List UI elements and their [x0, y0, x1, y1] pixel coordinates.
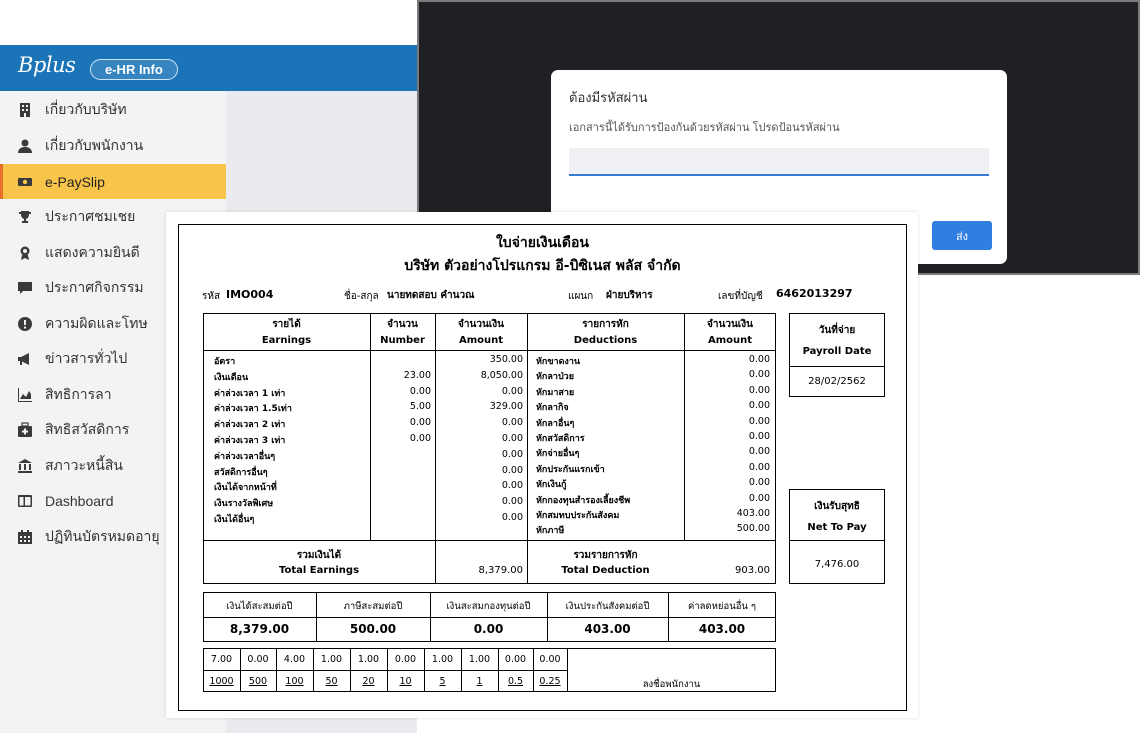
- ytd-label: ภาษีสะสมต่อปี: [343, 601, 403, 612]
- password-input[interactable]: [569, 148, 989, 176]
- deduction-label: หักจ่ายอื่นๆ: [536, 449, 580, 460]
- earning-label: ค่าล่วงเวลา 2 เท่า: [214, 420, 286, 431]
- deduction-label: หักลาป่วย: [536, 372, 574, 383]
- ytd-label: เงินประกันสังคมต่อปี: [565, 601, 650, 612]
- medkit-icon: [16, 421, 34, 439]
- exclamation-icon: [16, 315, 34, 333]
- earning-amount: 0.00: [501, 417, 523, 429]
- comment-icon: [16, 279, 34, 297]
- deduction-label: หักกองทุนสำรองเลี้ยงชีพ: [536, 495, 631, 506]
- sidebar-item-label: ประกาศชมเชย: [45, 207, 136, 224]
- user-icon: [16, 137, 34, 155]
- deduction-amount: 0.00: [748, 354, 770, 365]
- deduction-amount: 0.00: [748, 431, 770, 442]
- sidebar-item-label: ประกาศกิจกรรม: [45, 278, 144, 295]
- denomination-count: 1.00: [320, 654, 343, 665]
- earning-label: ค่าล่วงเวลาอื่นๆ: [214, 451, 276, 462]
- ytd-value: 0.00: [473, 622, 504, 636]
- denomination-count: 0.00: [539, 654, 561, 665]
- ytd-label: ค่าลดหย่อนอื่น ๆ: [687, 601, 757, 612]
- denomination-count: 1.00: [468, 654, 491, 665]
- deduction-amount: 0.00: [748, 461, 770, 473]
- deduction-amount: 0.00: [748, 369, 770, 381]
- sidebar-item-label: แสดงความยินดี: [45, 243, 140, 260]
- total-deduction-th: รวมรายการหัก: [573, 550, 638, 561]
- earning-number: 23.00: [403, 369, 431, 381]
- employee-signature-label: ลงชื่อพนักงาน: [642, 679, 701, 690]
- net-pay-label: [789, 496, 885, 538]
- sidebar-item-label: ปฏิทินบัตรหมดอายุ: [45, 527, 160, 544]
- denomination-note: 50: [325, 676, 338, 687]
- divider: [203, 670, 567, 671]
- col-deduction-amount-th: จำนวนเงิน: [707, 319, 753, 330]
- deduction-amount: 0.00: [748, 400, 770, 412]
- sidebar-item-label: สภาวะหนี้สิน: [45, 456, 123, 473]
- deduction-label: หักลากิจ: [536, 403, 569, 414]
- deduction-label: หักมาสาย: [536, 387, 575, 398]
- payroll-date-en: Payroll Date: [802, 346, 872, 357]
- denomination-note: 10: [399, 676, 412, 687]
- denomination-note: 0.25: [539, 676, 561, 687]
- ytd-value: 403.00: [584, 622, 631, 636]
- col-deductions-header: [527, 317, 684, 349]
- col-deduction-amount-en: Amount: [707, 335, 753, 346]
- earning-label: เงินเดือน: [214, 372, 249, 383]
- code-label: รหัส: [202, 291, 221, 302]
- divider: [527, 313, 528, 584]
- deduction-label: หักขาดงาน: [536, 357, 581, 367]
- divider: [203, 617, 776, 618]
- total-earnings-value: 8,379.00: [478, 565, 523, 576]
- col-number-header: [370, 317, 435, 349]
- company-name: บริษัท ตัวอย่างโปรแกรม อี-บิซิเนส พลัส จำกัด: [404, 258, 681, 274]
- ytd-label: เงินสะสมกองทุนต่อปี: [446, 601, 531, 612]
- sidebar-item-label: e-PaySlip: [45, 173, 105, 190]
- ytd-value: 403.00: [698, 622, 746, 636]
- earning-label: ค่าล่วงเวลา 3 เท่า: [214, 436, 286, 446]
- app-badge: e-HR Info: [90, 59, 178, 80]
- bplus-logo: Bplus: [18, 53, 76, 77]
- denomination-count: 0.00: [504, 654, 527, 665]
- employee-name: นายทดสอบ คำนวณ: [387, 290, 475, 301]
- award-icon: [16, 244, 34, 262]
- col-deductions-en: Deductions: [573, 335, 638, 346]
- divider: [789, 540, 885, 541]
- dialog-title: ต้องมีรหัสผ่าน: [569, 90, 648, 105]
- payroll-date-th: วันที่จ่าย: [818, 325, 856, 336]
- sidebar-item-label: Dashboard: [45, 492, 114, 509]
- employee-code: IMO004: [226, 288, 274, 301]
- denomination-note: 100: [285, 676, 304, 687]
- calendar-icon: [16, 528, 34, 546]
- payroll-date-value: 28/02/2562: [808, 376, 866, 387]
- sidebar-item-label: เกี่ยวกับพนักงาน: [45, 136, 144, 153]
- earning-amount: 350.00: [489, 354, 523, 365]
- sidebar-item-label: สิทธิการลา: [45, 385, 112, 402]
- net-pay-value: 7,476.00: [814, 559, 860, 570]
- submit-button[interactable]: ส่ง: [932, 221, 992, 250]
- denomination-count: 4.00: [283, 654, 306, 665]
- earning-number: 5.00: [409, 401, 431, 413]
- payroll-date-label: [789, 320, 885, 362]
- deduction-amount: 0.00: [748, 492, 770, 504]
- name-label: ชื่อ-สกุล: [344, 291, 379, 302]
- denomination-note: 500: [248, 676, 268, 687]
- earning-label: ค่าล่วงเวลา 1.5เท่า: [214, 404, 292, 415]
- earning-number: 0.00: [409, 417, 431, 429]
- divider: [789, 366, 885, 367]
- ytd-label: เงินได้สะสมต่อปี: [226, 601, 293, 612]
- total-deduction-en: Total Deduction: [561, 565, 650, 576]
- col-earnings-en: Earnings: [261, 335, 312, 346]
- sidebar-item-label: สิทธิสวัสดิการ: [45, 420, 130, 437]
- earning-amount: 8,050.00: [480, 369, 523, 381]
- total-earnings-label: [203, 548, 435, 578]
- sidebar-item[interactable]: [0, 128, 226, 163]
- denomination-count: 1.00: [357, 654, 380, 665]
- total-deduction-value: 903.00: [735, 565, 770, 576]
- deduction-amount: 403.00: [736, 508, 770, 519]
- ytd-value: 8,379.00: [229, 622, 290, 636]
- dashboard-icon: [16, 492, 34, 510]
- building-icon: [16, 101, 34, 119]
- sidebar-item-label: เกี่ยวกับบริษัท: [45, 100, 127, 117]
- denomination-count: 0.00: [394, 654, 417, 665]
- col-amount-th: จำนวนเงิน: [458, 319, 504, 330]
- earning-label: เงินได้อื่นๆ: [214, 515, 255, 525]
- earning-amount: 0.00: [501, 496, 523, 508]
- net-pay-en: Net To Pay: [807, 522, 867, 533]
- denomination-note: 1000: [209, 676, 234, 687]
- chart-icon: [16, 386, 34, 404]
- sidebar-item-label: ความผิดและโทษ: [45, 314, 148, 331]
- col-number-th: จำนวน: [387, 319, 418, 330]
- denomination-count: 7.00: [210, 654, 233, 665]
- earning-amount: 0.00: [501, 433, 523, 444]
- earning-amount: 0.00: [501, 385, 523, 397]
- sidebar-item[interactable]: [0, 92, 226, 127]
- earning-label: สวัสดิการอื่นๆ: [214, 467, 268, 478]
- deduction-amount: 0.00: [748, 384, 770, 396]
- earning-label: อัตรา: [214, 357, 236, 367]
- earning-amount: 0.00: [501, 448, 523, 460]
- deduction-label: หักสวัสดิการ: [536, 434, 585, 444]
- net-pay-th: เงินรับสุทธิ: [814, 501, 860, 512]
- deduction-label: หักลาอื่นๆ: [536, 418, 575, 429]
- department: ฝ่ายบริหาร: [606, 290, 653, 301]
- total-earnings-th: รวมเงินได้: [296, 550, 342, 561]
- divider: [203, 350, 776, 351]
- payslip-title: ใบจ่ายเงินเดือน: [495, 235, 590, 251]
- trophy-icon: [16, 208, 34, 226]
- dialog-message: เอกสารนี้ได้รับการป้องกันด้วยรหัสผ่าน โปรดป้อนรหัสผ่าน: [569, 122, 840, 134]
- sidebar-item[interactable]: [0, 164, 226, 199]
- col-amount-en: Amount: [458, 335, 504, 346]
- money-icon: [16, 173, 34, 191]
- total-deduction-label: [527, 548, 684, 578]
- col-deduction-amount-header: [684, 317, 776, 349]
- account-number: 6462013297: [776, 287, 853, 300]
- earning-label: ค่าล่วงเวลา 1 เท่า: [214, 388, 286, 399]
- dept-label: แผนก: [568, 291, 594, 302]
- deduction-amount: 0.00: [748, 446, 770, 458]
- deduction-label: หักประกันแรกเข้า: [536, 464, 605, 475]
- earning-amount: 329.00: [489, 401, 523, 413]
- deduction-amount: 500.00: [736, 523, 770, 535]
- earning-label: เงินได้จากหน้าที่: [214, 483, 277, 494]
- earning-amount: 0.00: [501, 464, 523, 476]
- deduction-label: หักสมทบประกันสังคม: [536, 511, 620, 521]
- earning-amount: 0.00: [501, 480, 523, 492]
- account-label: เลขที่บัญชี: [718, 291, 763, 302]
- deduction-label: หักภาษี: [536, 526, 565, 537]
- app-header: [0, 45, 417, 91]
- denomination-note: 0.5: [507, 676, 524, 687]
- col-number-en: Number: [380, 335, 425, 346]
- col-amount-header: [435, 317, 527, 349]
- megaphone-icon: [16, 350, 34, 368]
- col-earnings-th: รายได้: [272, 319, 301, 330]
- denomination-count: 1.00: [431, 654, 454, 665]
- divider: [203, 540, 776, 541]
- earning-amount: 0.00: [501, 512, 523, 523]
- total-earnings-en: Total Earnings: [278, 565, 360, 576]
- bank-icon: [16, 457, 34, 475]
- denomination-note: 1: [476, 676, 483, 687]
- denomination-count: 0.00: [247, 654, 269, 665]
- col-earnings-header: [203, 317, 370, 349]
- earning-number: 0.00: [409, 433, 431, 444]
- col-deductions-th: รายการหัก: [582, 319, 629, 330]
- deduction-amount: 0.00: [748, 477, 770, 489]
- deduction-amount: 0.00: [748, 415, 770, 427]
- sidebar-item-label: ข่าวสารทั่วไป: [45, 349, 128, 366]
- deduction-label: หักเงินกู้: [536, 480, 567, 491]
- earning-label: เงินรางวัลพิเศษ: [214, 499, 274, 510]
- denomination-note: 5: [439, 676, 446, 687]
- ytd-value: 500.00: [349, 622, 397, 636]
- denomination-note: 20: [362, 676, 375, 687]
- earning-number: 0.00: [409, 385, 431, 397]
